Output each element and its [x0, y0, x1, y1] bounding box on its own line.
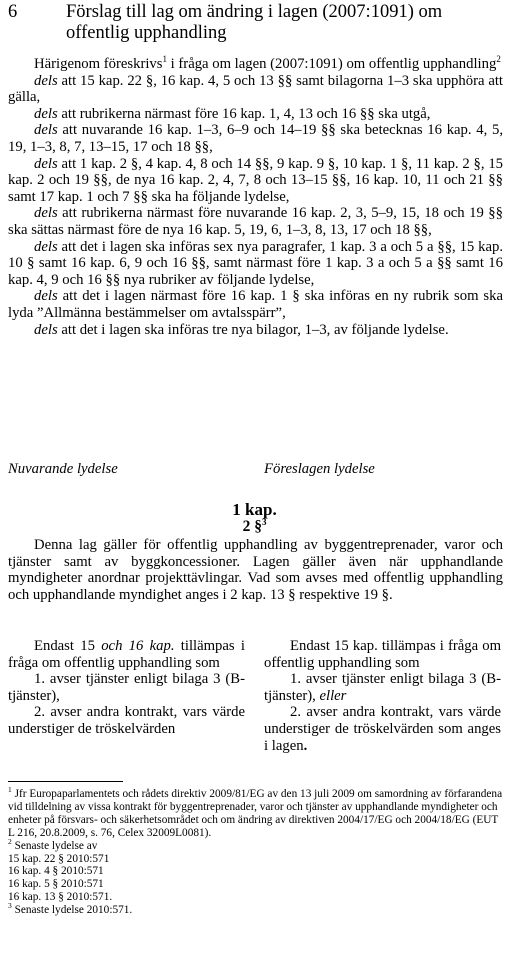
dels-text: att nuvarande 16 kap. 1–3, 6–9 och 14–19 §§ ska betecknas 16 kap. 4, 5, 19, 1–3, 8, 7, 13–15, 17 och 18 §§, [8, 122, 504, 155]
dels-label: dels [34, 105, 58, 122]
column-heading-proposed: Föreslagen lydelse [264, 461, 375, 477]
paragraph-heading [0, 518, 509, 536]
proposed-wording-column [264, 638, 501, 754]
current-p1-b: tillämpas i fråga om offentlig upphandling som [8, 638, 245, 671]
intro-text-a: Härigenom föreskrivs [34, 56, 163, 72]
chapter-heading: 1 kap. [232, 500, 277, 519]
column-heading-current: Nuvarande lydelse [8, 461, 118, 477]
proposed-p2-a: 1. avser tjänster enligt bilaga 3 (B-tjänster), [264, 671, 501, 704]
footnote-2-line: 16 kap. 4 § 2010:571 [8, 865, 104, 878]
footnote-2-line: 15 kap. 22 § 2010:571 [8, 852, 110, 865]
dels-text: att det i lagen närmast före 16 kap. 1 § ska införas en ny rubrik som ska lyda ”Allmänna bestämmelser om avtalsspärr”, [8, 288, 503, 321]
footnote-1-text: Jfr Europaparlamentets och rådets direktiv 2009/81/EG av den 13 juli 2009 om samordning av förfarandena vid tilldelning av vissa kontrakt för byggentreprenader, varor och tjänster av upphandlande myndigheter och enheter på försvars- och säkerhetsområdet och om ändring av direktiven 2004/17/EG och 2004/18/EG (EUT L 216, 20.8.2009, s. 76, Celex 32009L0081). [8, 788, 503, 839]
current-p1 [8, 638, 245, 671]
dels-item [8, 122, 503, 155]
dels-text: att rubrikerna närmast före nuvarande 16 kap. 2, 3, 5–9, 15, 18 och 19 §§ ska sättas närmast före de nya 16 kap. 5, 19, 6, 1–3, 8, 13, 17 och 18 §§, [8, 205, 503, 238]
dels-item [8, 322, 503, 339]
footnote-2 [8, 836, 503, 853]
footnote-2-line: 16 kap. 5 § 2010:571 [8, 878, 104, 891]
footnote-2-text: Senaste lydelse av [11, 839, 98, 852]
dels-item [8, 156, 503, 206]
dels-text: att det i lagen ska införas sex nya paragrafer, 1 kap. 3 a och 5 a §§, 15 kap. 10 § samt 16 kap. 6, 9 och 16 §§, samt närmast före 1 kap. 3 a och 5 a §§ samt 16 kap. 4, 9 och 16 §§ nya rubriker av följande lydelse, [8, 238, 504, 288]
footnote-3 [8, 901, 503, 917]
dels-text: att 1 kap. 2 §, 4 kap. 4, 8 och 14 §§, 9 kap. 9 §, 10 kap. 1 §, 11 kap. 2 §, 15 kap. 2 och 19 §§, de nya 16 kap. 2, 4, 7, 8 och 13–15 §§, 16 kap. 10, 11 och 21 §§ samt 17 kap. 1 och 7 §§ ska ha följande lydelse, [8, 155, 504, 205]
dels-label: dels [34, 205, 58, 222]
current-p1-italic: och 16 kap. [101, 638, 175, 654]
current-p3: 2. avser andra kontrakt, vars värde understiger de tröskelvärden [8, 704, 245, 737]
dels-text: att rubrikerna närmast före 16 kap. 1, 4, 13 och 16 §§ ska utgå, [61, 105, 431, 122]
footnote-2-number: 2 [8, 836, 12, 846]
dels-label: dels [34, 321, 58, 338]
dels-label: dels [34, 155, 58, 172]
current-p2: 1. avser tjänster enligt bilaga 3 (B-tjänster), [8, 671, 245, 704]
footnote-3-text: Senaste lydelse 2010:571. [11, 904, 133, 917]
dels-label: dels [34, 288, 58, 305]
proposed-p2-italic: eller [319, 687, 347, 704]
current-p1-a: Endast 15 [34, 638, 102, 654]
footnote-2-line: 16 kap. 13 § 2010:571. [8, 891, 113, 904]
page-title: Förslag till lag om ändring i lagen (2007:1091) om offentlig upphandling [66, 2, 443, 43]
footnote-3-number: 3 [8, 901, 12, 911]
page-number: 6 [8, 2, 18, 22]
intro-paragraph [8, 56, 503, 73]
dels-item [8, 205, 503, 238]
dels-item [8, 106, 503, 123]
proposed-p3-b: . [303, 737, 308, 754]
footnote-ref-3[interactable]: 3 [261, 516, 267, 527]
current-wording-column [8, 638, 245, 738]
footnote-1 [8, 785, 503, 840]
section-full-text [8, 537, 503, 603]
proposed-p3-a: 2. avser andra kontrakt, vars värde understiger de tröskelvärden som anges i lagen [264, 704, 501, 754]
dels-item [8, 239, 503, 289]
dels-text: att 15 kap. 22 §, 16 kap. 4, 5 och 13 §§ samt bilagorna 1–3 ska upphöra att gälla, [8, 72, 503, 106]
proposed-p3 [264, 704, 501, 754]
dels-label: dels [34, 72, 58, 89]
proposed-p2 [264, 671, 501, 704]
intro-text [8, 56, 503, 338]
dels-label: dels [34, 238, 58, 255]
dels-item [8, 288, 503, 321]
section-paragraph: Denna lag gäller för offentlig upphandling av byggentreprenader, varor och tjänster samt av byggkoncessioner. Lagen gäller även när upphandlande myndigheter anordnar projekttävlingar. Vad som avses med offentlig upphandling och upphandlande myndighet anges i 2 kap. 13 § respektive 19 §. [8, 537, 503, 603]
footnotes [8, 785, 503, 917]
footnote-ref-2[interactable]: 2 [496, 54, 501, 65]
footnote-1-number: 1 [8, 785, 12, 795]
proposed-p1: Endast 15 kap. tillämpas i fråga om offentlig upphandling som [264, 638, 501, 671]
footnote-ref-1[interactable]: 1 [162, 54, 167, 65]
dels-text: att det i lagen ska införas tre nya bilagor, 1–3, av följande lydelse. [61, 321, 449, 338]
intro-text-b: i fråga om lagen (2007:1091) om offentlig upphandling [166, 56, 497, 72]
footnote-rule [8, 781, 123, 782]
dels-item [8, 73, 503, 106]
paragraph-number: 2 § [242, 518, 262, 535]
dels-label: dels [34, 122, 58, 139]
